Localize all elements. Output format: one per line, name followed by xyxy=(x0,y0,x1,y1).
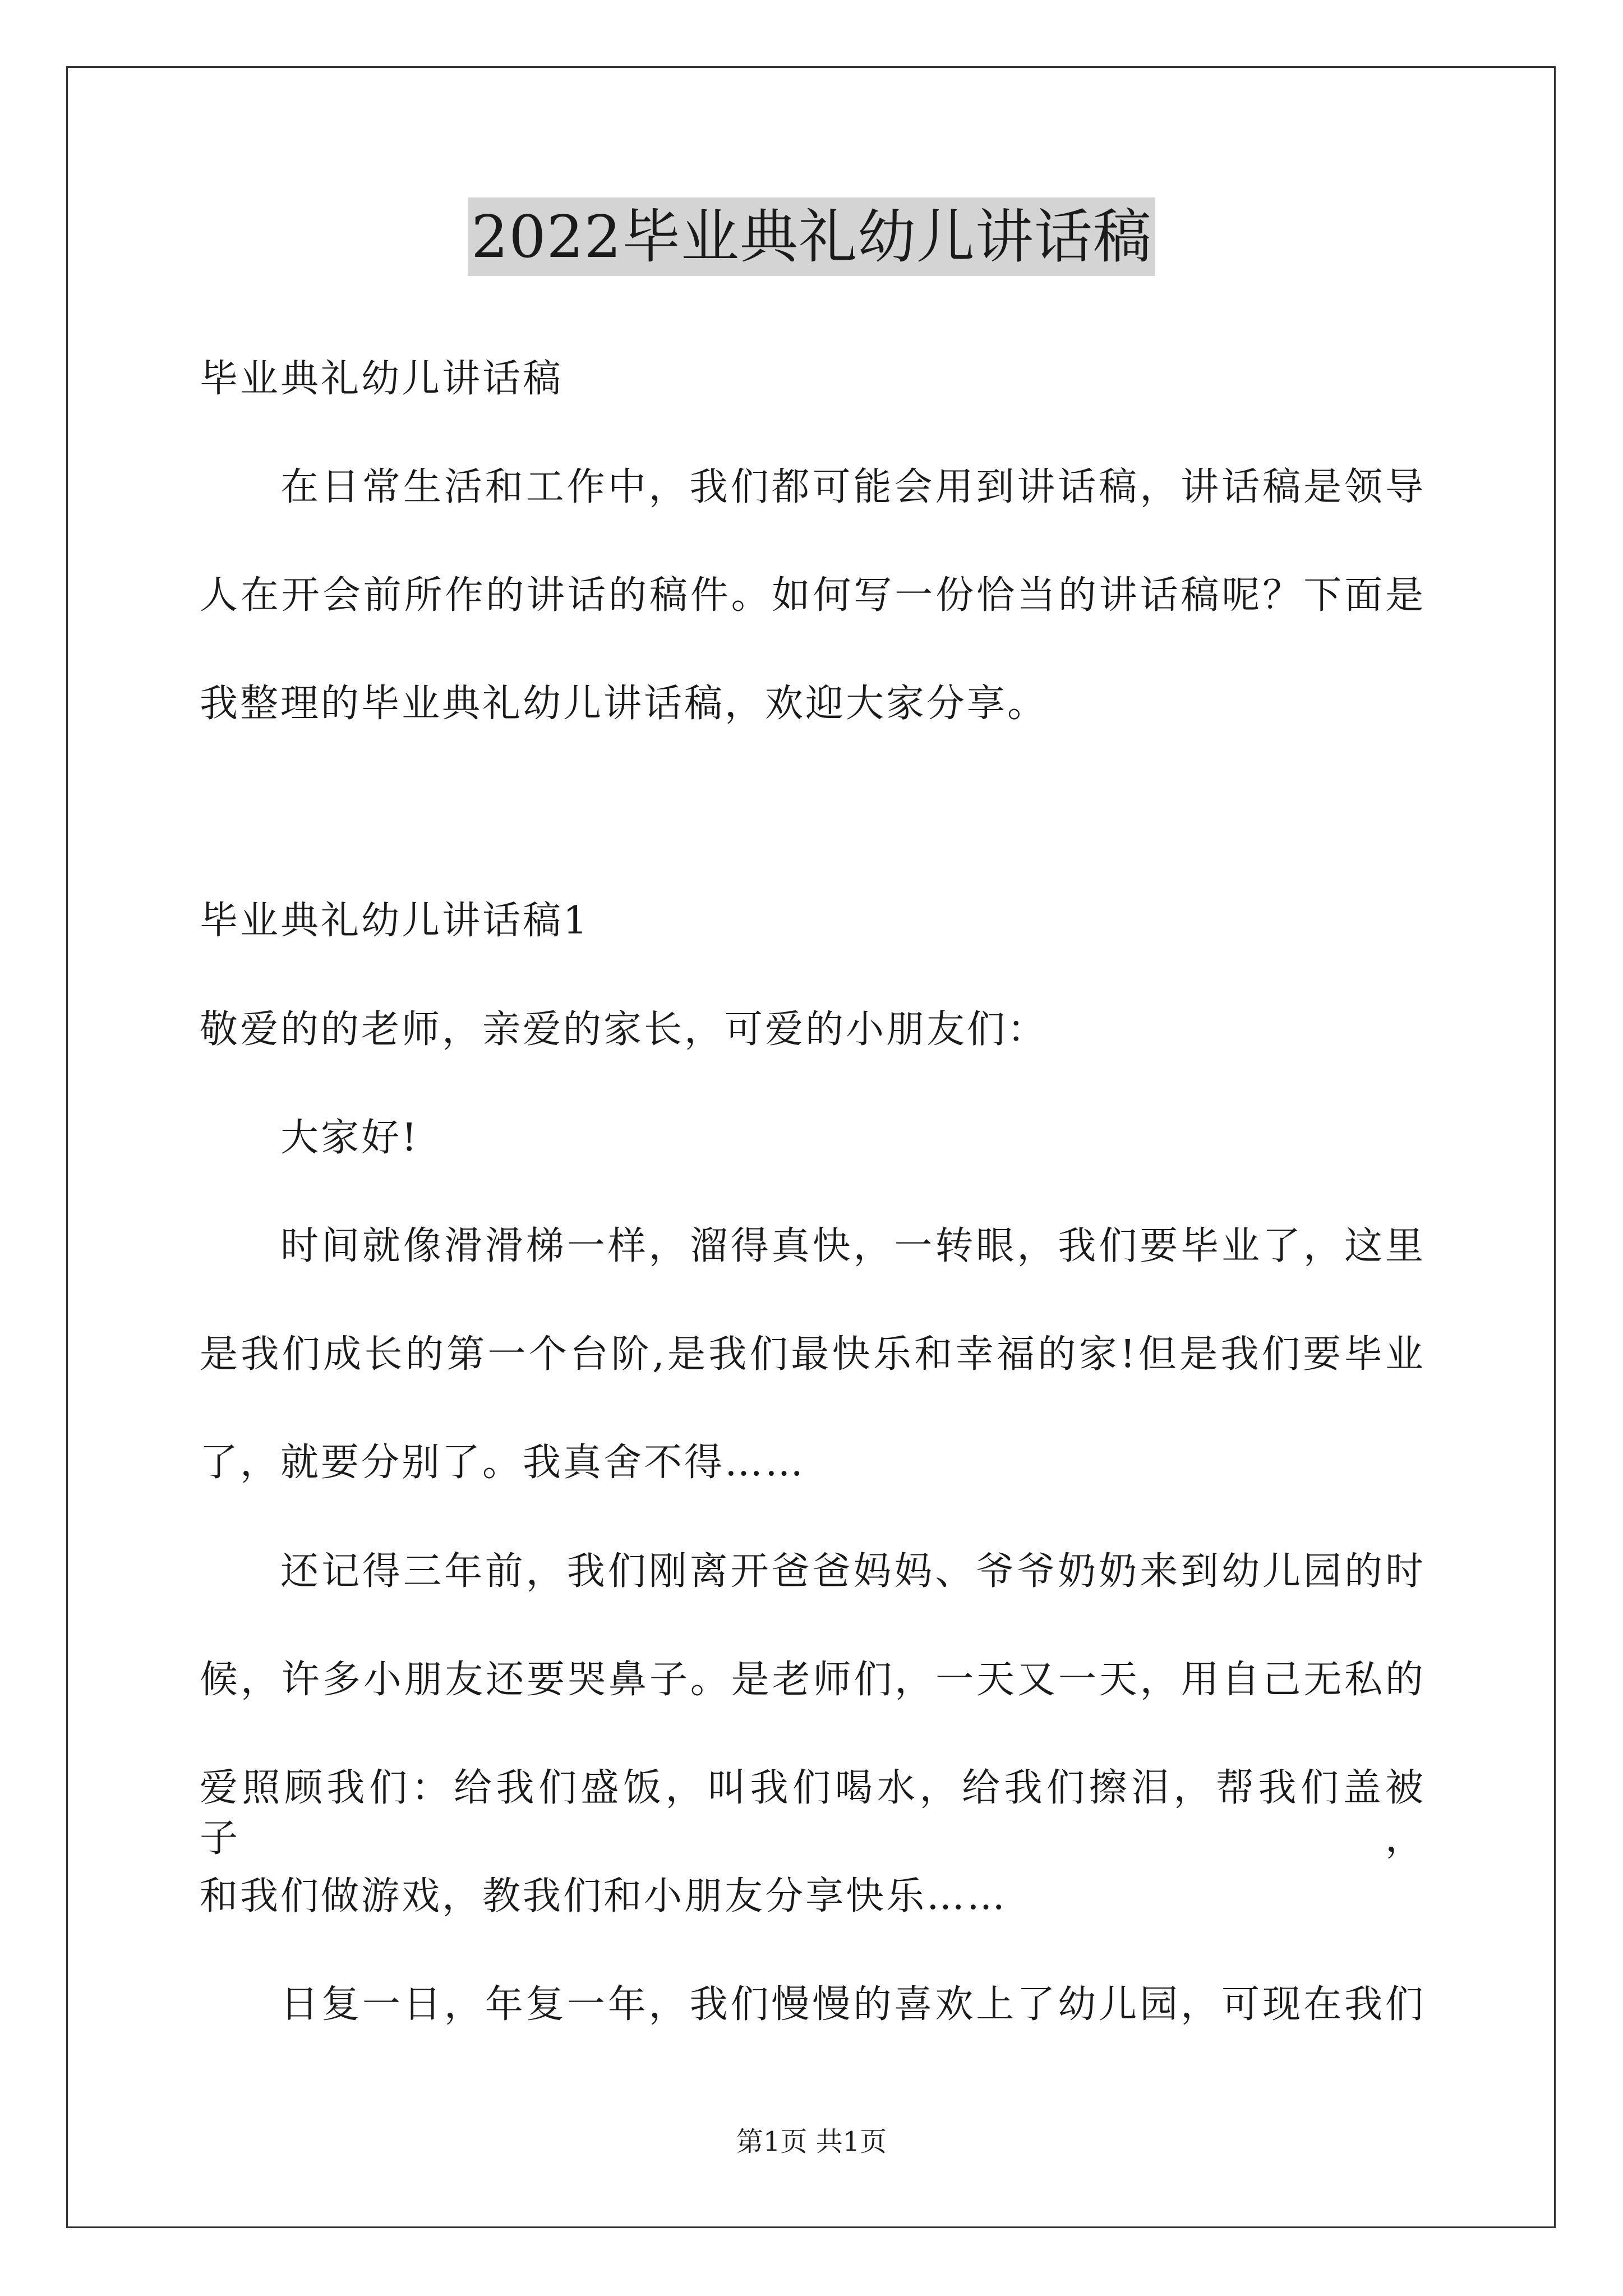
paragraph-line: 和我们做游戏，教我们和小朋友分享快乐…… xyxy=(200,1874,1008,1918)
paragraph-line: 还记得三年前，我们刚离开爸爸妈妈、爷爷奶奶来到幼儿园的时 xyxy=(280,1549,1426,1594)
paragraph-line: 爱照顾我们：给我们盛饭，叫我们喝水，给我们擦泪，帮我们盖被子， xyxy=(200,1766,1426,1861)
intro-line: 人在开会前所作的讲话的稿件。如何写一份恰当的讲话稿呢？下面是 xyxy=(200,573,1426,618)
salutation: 敬爱的的老师，亲爱的家长，可爱的小朋友们： xyxy=(200,1007,1048,1052)
greeting: 大家好! xyxy=(280,1116,419,1160)
paragraph-line: 是我们成长的第一个台阶,是我们最快乐和幸福的家!但是我们要毕业 xyxy=(200,1332,1426,1377)
intro-line: 在日常生活和工作中，我们都可能会用到讲话稿，讲话稿是领导 xyxy=(280,465,1426,509)
subtitle: 毕业典礼幼儿讲话稿 xyxy=(200,357,564,401)
paragraph-line: 了，就要分别了。我真舍不得…… xyxy=(200,1441,806,1485)
paragraph-line: 时间就像滑滑梯一样，溜得真快，一转眼，我们要毕业了，这里 xyxy=(280,1224,1426,1268)
document-title: 2022毕业典礼幼儿讲话稿 xyxy=(468,197,1155,276)
title-container xyxy=(0,197,1623,276)
intro-line: 我整理的毕业典礼幼儿讲话稿，欢迎大家分享。 xyxy=(200,682,1048,726)
section-heading: 毕业典礼幼儿讲话稿1 xyxy=(200,899,590,943)
page-number: 第1页 共1页 xyxy=(736,2126,887,2157)
paragraph-line: 日复一日，年复一年，我们慢慢的喜欢上了幼儿园，可现在我们 xyxy=(280,1982,1426,2027)
paragraph-line: 候，许多小朋友还要哭鼻子。是老师们，一天又一天，用自己无私的 xyxy=(200,1658,1426,1702)
